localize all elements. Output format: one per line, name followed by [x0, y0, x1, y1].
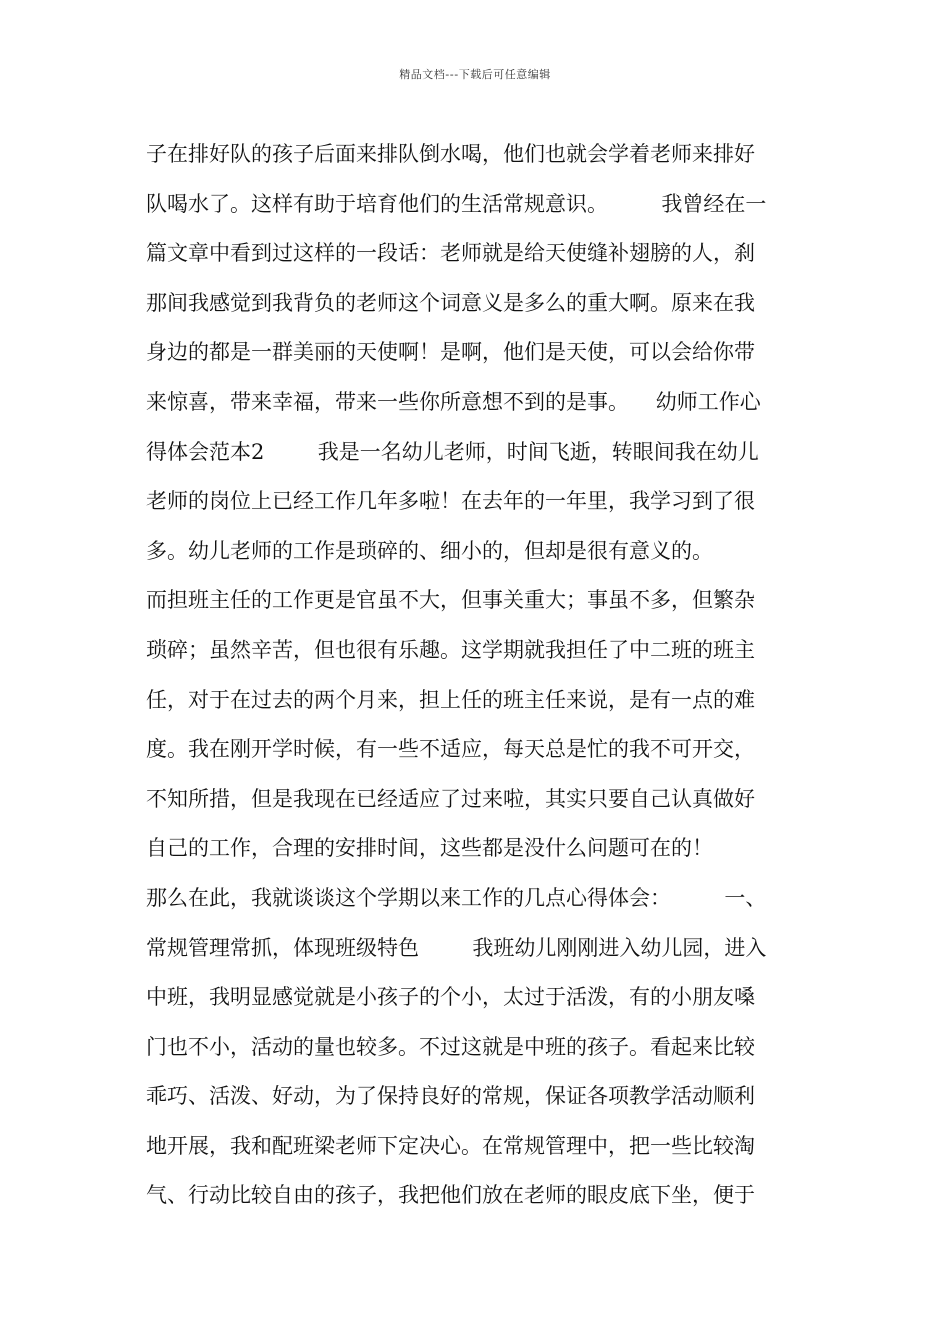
text-line: 多。幼儿老师的工作是琐碎的、细小的，但却是很有意义的。	[146, 538, 713, 563]
text-line: 琐碎；虽然辛苦，但也很有乐趣。这学期就我担任了中二班的班主	[146, 637, 755, 662]
text-line: 常规管理常抓，体现班级特色 我班幼儿刚刚进入幼儿园，进入	[146, 935, 767, 960]
text-line: 门也不小，活动的量也较多。不过这就是中班的孩子。看起来比较	[146, 1034, 755, 1059]
text-line: 度。我在刚开学时候，有一些不适应，每天总是忙的我不可开交，	[146, 737, 755, 762]
text-line: 自己的工作，合理的安排时间，这些都是没什么问题可在的！	[146, 836, 713, 861]
page-header: 精品文档---下载后可任意编辑	[399, 68, 551, 81]
text-line: 中班，我明显感觉就是小孩子的个小，太过于活泼，有的小朋友嗓	[146, 985, 755, 1010]
text-line: 那间我感觉到我背负的老师这个词意义是多么的重大啊。原来在我	[146, 290, 755, 315]
text-line: 任，对于在过去的两个月来，担上任的班主任来说，是有一点的难	[146, 687, 755, 712]
text-line: 而担班主任的工作更是官虽不大，但事关重大；事虽不多，但繁杂	[146, 588, 755, 613]
text-line: 得体会范本2 我是一名幼儿老师，时间飞逝，转眼间我在幼儿	[146, 439, 759, 464]
text-line: 那么在此，我就谈谈这个学期以来工作的几点心得体会： 一、	[146, 885, 767, 910]
text-line: 来惊喜，带来幸福，带来一些你所意想不到的是事。 幼师工作心	[146, 389, 761, 414]
text-line: 子在排好队的孩子后面来排队倒水喝，他们也就会学着老师来排好	[146, 142, 755, 166]
text-line: 身边的都是一群美丽的天使啊！是啊，他们是天使，可以会给你带	[146, 340, 755, 365]
body-text	[146, 130, 816, 1221]
text-line: 队喝水了。这样有助于培育他们的生活常规意识。 我曾经在一	[146, 191, 767, 216]
text-line: 不知所措，但是我现在已经适应了过来啦，其实只要自己认真做好	[146, 786, 755, 811]
text-line: 地开展，我和配班梁老师下定决心。在常规管理中，把一些比较淘	[146, 1133, 755, 1158]
text-line: 篇文章中看到过这样的一段话：老师就是给天使缝补翅膀的人，刹	[146, 241, 755, 266]
text-line: 气、行动比较自由的孩子，我把他们放在老师的眼皮底下坐，便于	[146, 1183, 755, 1208]
text-line: 乖巧、活泼、好动，为了保持良好的常规，保证各项教学活动顺利	[146, 1084, 755, 1109]
text-line: 老师的岗位上已经工作几年多啦！在去年的一年里，我学习到了很	[146, 489, 755, 514]
